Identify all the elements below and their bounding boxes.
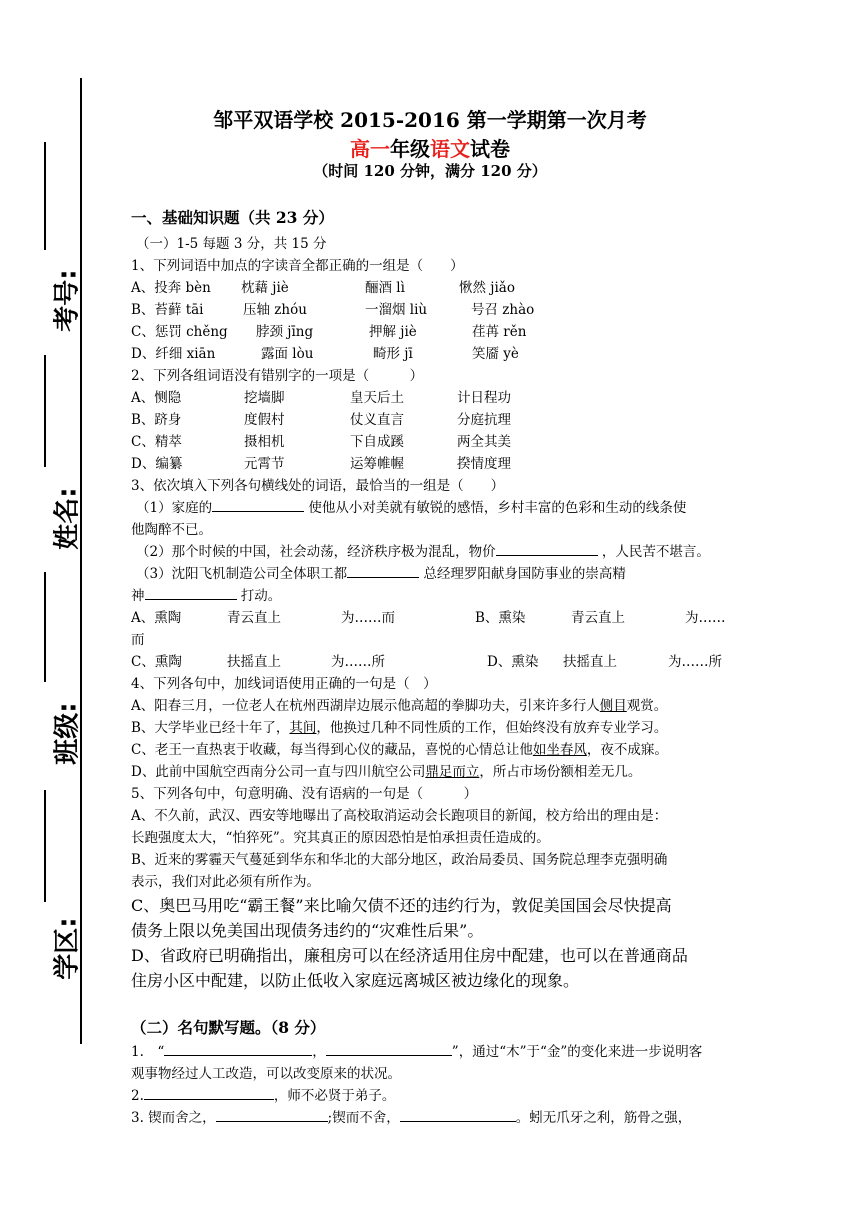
q4-option-a[interactable]: A、阳春三月，一位老人在杭州西湖岸边展示他高超的拳脚功夫，引来许多行人侧目观赏。 [131,698,668,714]
q5-option-d[interactable]: D、省政府已明确指出，廉租房可以在经济适用住房中配建，也可以在普通商品 [131,946,688,965]
q3-stem: 3、依次填入下列各句横线处的词语，最恰当的一组是（ ） [131,478,505,494]
q3-sentence-3: （3）沈阳飞机制造公司全体职工都 总经理罗阳献身国防事业的崇高精 [136,562,626,582]
q5-option-b[interactable]: B、近来的雾霾天气蔓延到华东和华北的大部分地区，政治局委员、国务院总理李克强明确 [131,852,668,868]
banji-blank[interactable] [44,572,46,682]
q5-option-b-cont: 表示，我们对此必须有所作为。 [131,874,320,890]
q3-sentence-3-cont: 神 打动。 [131,584,281,604]
q5-option-c[interactable]: C、奥巴马用吃“霸王餐”来比喻欠债不还的违约行为，敦促美国国会尽快提高 [131,896,672,915]
s2-line-2: 2. ，师不必贤于弟子。 [131,1084,395,1104]
q4-option-d[interactable]: D、此前中国航空西南分公司一直与四川航空公司鼎足而立，所占市场份额相差无几。 [131,764,642,780]
s2-line-3: 3. 锲而舍之， ;锲而不舍， 。蚓无爪牙之利，筋骨之强， [131,1106,691,1126]
q3-blank-4[interactable] [145,585,237,600]
q3-blank-1[interactable] [212,497,304,512]
s2-blank-5[interactable] [400,1107,516,1122]
s2-blank-2[interactable] [326,1041,452,1056]
s2-blank-1[interactable] [164,1041,312,1056]
xingming-label: 姓名: [52,487,83,550]
section-2-title: （二）名句默写题。（8 分） [131,1018,326,1037]
s2-blank-3[interactable] [144,1085,274,1100]
q3-options-ab-cont: 而 [131,632,145,648]
exam-time: （时间 120 分钟，满分 120 分） [313,162,547,180]
q5-option-c-cont: 债务上限以免美国出现债务违约的“灾难性后果”。 [131,921,484,940]
section-1-sub: （一）1-5 每题 3 分，共 15 分 [136,236,327,252]
q1-stem: 1、下列词语中加点的字读音全都正确的一组是（ ） [131,258,464,274]
q5-option-d-cont: 住房小区中配建，以防止低收入家庭远离城区被边缘化的现象。 [131,971,580,990]
subtitle-grade-suffix: 年级 [390,137,430,161]
xingming-blank[interactable] [44,355,46,467]
q3-sentence-2: （2）那个时候的中国，社会动荡，经济秩序极为混乱，物价 ，人民苦不堪言。 [136,540,710,560]
q3-sentence-1-cont: 他陶醉不已。 [131,522,212,538]
binding-line [80,78,82,1044]
subtitle-paper: 试卷 [470,137,510,161]
exam-subtitle [0,133,860,162]
q4-option-b[interactable]: B、大学毕业已经十年了，其间，他换过几种不同性质的工作，但始终没有放弃专业学习。 [131,720,668,736]
s2-line-1-cont: 观事物经过人工改造，可以改变原来的状况。 [131,1066,401,1082]
q3-blank-2[interactable] [496,541,598,556]
s2-line-1: 1. “ ， ”，通过“木”于“金”的变化来进一步说明客 [131,1040,702,1060]
xuequ-blank[interactable] [44,790,46,902]
exam-title: 邹平双语学校 2015-2016 第一学期第一次月考 [213,108,647,132]
q4-stem: 4、下列各句中，加线词语使用正确的一句是（ ） [131,676,437,692]
q4-option-c[interactable]: C、老王一直热衷于收藏，每当得到心仪的藏品，喜悦的心情总让他如坐春风，夜不成寐。 [131,742,668,758]
section-1-title: 一、基础知识题（共 23 分） [131,208,334,227]
s2-blank-4[interactable] [216,1107,328,1122]
xuequ-label: 学区: [52,917,83,980]
subtitle-grade: 高一 [350,137,390,161]
kaohao-label: 考号: [52,269,83,332]
banji-label: 班级: [52,702,83,765]
q3-sentence-1: （1）家庭的 使他从小对美就有敏锐的感悟，乡村丰富的色彩和生动的线条使 [136,496,686,516]
q5-option-a-cont: 长跑强度太大，“怕猝死”。究其真正的原因恐怕是怕承担责任造成的。 [131,830,550,846]
q5-stem: 5、下列各句中，句意明确、没有语病的一句是（ ） [131,786,478,802]
subtitle-subject: 语文 [430,137,470,161]
q5-option-a[interactable]: A、不久前，武汉、西安等地曝出了高校取消运动会长跑项目的新闻，校方给出的理由是： [131,808,668,824]
q3-blank-3[interactable] [347,563,419,578]
q2-stem: 2、下列各组词语没有错别字的一项是（ ） [131,368,424,384]
